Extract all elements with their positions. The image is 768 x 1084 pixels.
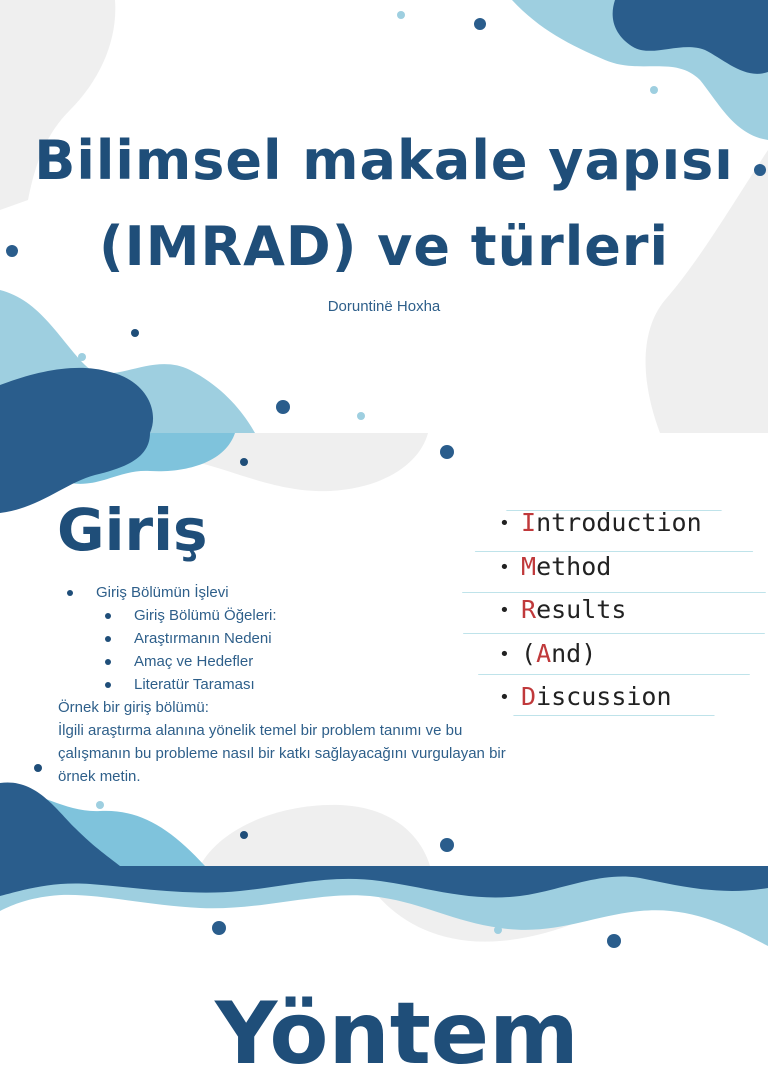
method-slide — [0, 866, 768, 1084]
dot — [357, 412, 365, 420]
imrad-notebook-image — [461, 470, 767, 750]
dot — [131, 329, 139, 337]
dot — [78, 353, 86, 361]
imrad-letter: R — [521, 595, 537, 624]
page-title — [0, 118, 768, 290]
list-item: Literatür Taraması — [58, 673, 508, 696]
list-item: Giriş Bölümün İşlevi — [58, 581, 508, 604]
section-heading: Yöntem — [215, 984, 579, 1084]
title-line-1: Bilimsel makale yapısı — [34, 129, 734, 192]
imrad-letter: M — [521, 551, 537, 581]
bullet-list — [58, 581, 508, 696]
imrad-rest: ntroduction — [536, 508, 702, 537]
imrad-item-and — [499, 633, 702, 677]
example-label: Örnek bir giriş bölümü: — [58, 699, 209, 716]
dot — [240, 458, 248, 466]
dot — [34, 764, 42, 772]
dot — [494, 926, 502, 934]
introduction-slide — [0, 433, 768, 866]
dot — [440, 445, 454, 459]
dot — [397, 11, 405, 19]
dot — [650, 86, 658, 94]
title-line-2: (IMRAD) ve türleri — [99, 215, 669, 278]
dot — [607, 934, 621, 948]
imrad-list — [499, 502, 702, 720]
imrad-letter: D — [521, 682, 537, 711]
bullet-icon: • — [499, 556, 510, 578]
title-slide — [0, 0, 768, 433]
imrad-rest: nd — [551, 638, 582, 668]
list-item: Araştırmanın Nedeni — [58, 627, 508, 650]
grey-blob-bottom — [200, 805, 430, 866]
author-name: Doruntinë Hoxha — [327, 298, 441, 315]
bullet-icon: • — [499, 600, 510, 621]
dot — [276, 400, 290, 414]
bullet-icon: • — [499, 513, 510, 534]
imrad-prefix: ( — [521, 638, 537, 668]
dot — [212, 921, 226, 935]
bullet-icon: • — [499, 687, 510, 708]
dot — [96, 801, 104, 809]
dot — [440, 838, 454, 852]
dot — [240, 831, 248, 839]
imrad-item-introduction — [499, 502, 702, 546]
imrad-rest: ethod — [536, 551, 612, 581]
section-heading: Giriş — [57, 496, 208, 564]
imrad-suffix: ) — [581, 638, 597, 668]
list-item: Giriş Bölümü Öğeleri: — [58, 604, 508, 627]
dot — [474, 18, 486, 30]
imrad-rest: esults — [536, 595, 627, 624]
introduction-content — [58, 581, 508, 788]
imrad-item-discussion — [499, 676, 702, 720]
imrad-rest: iscussion — [536, 682, 672, 711]
list-item: Amaç ve Hedefler — [58, 650, 508, 673]
imrad-letter: A — [536, 638, 552, 668]
imrad-item-results — [499, 589, 702, 633]
example-text: İlgili araştırma alanına yönelik temel bir problem tanımı ve bu çalışmanın bu probleme nasıl bir katkı sağlayacağını vurgulayan bir örnek metin. — [58, 722, 506, 785]
imrad-item-method — [499, 546, 702, 590]
imrad-letter: I — [521, 508, 537, 537]
bullet-icon: • — [499, 643, 510, 665]
